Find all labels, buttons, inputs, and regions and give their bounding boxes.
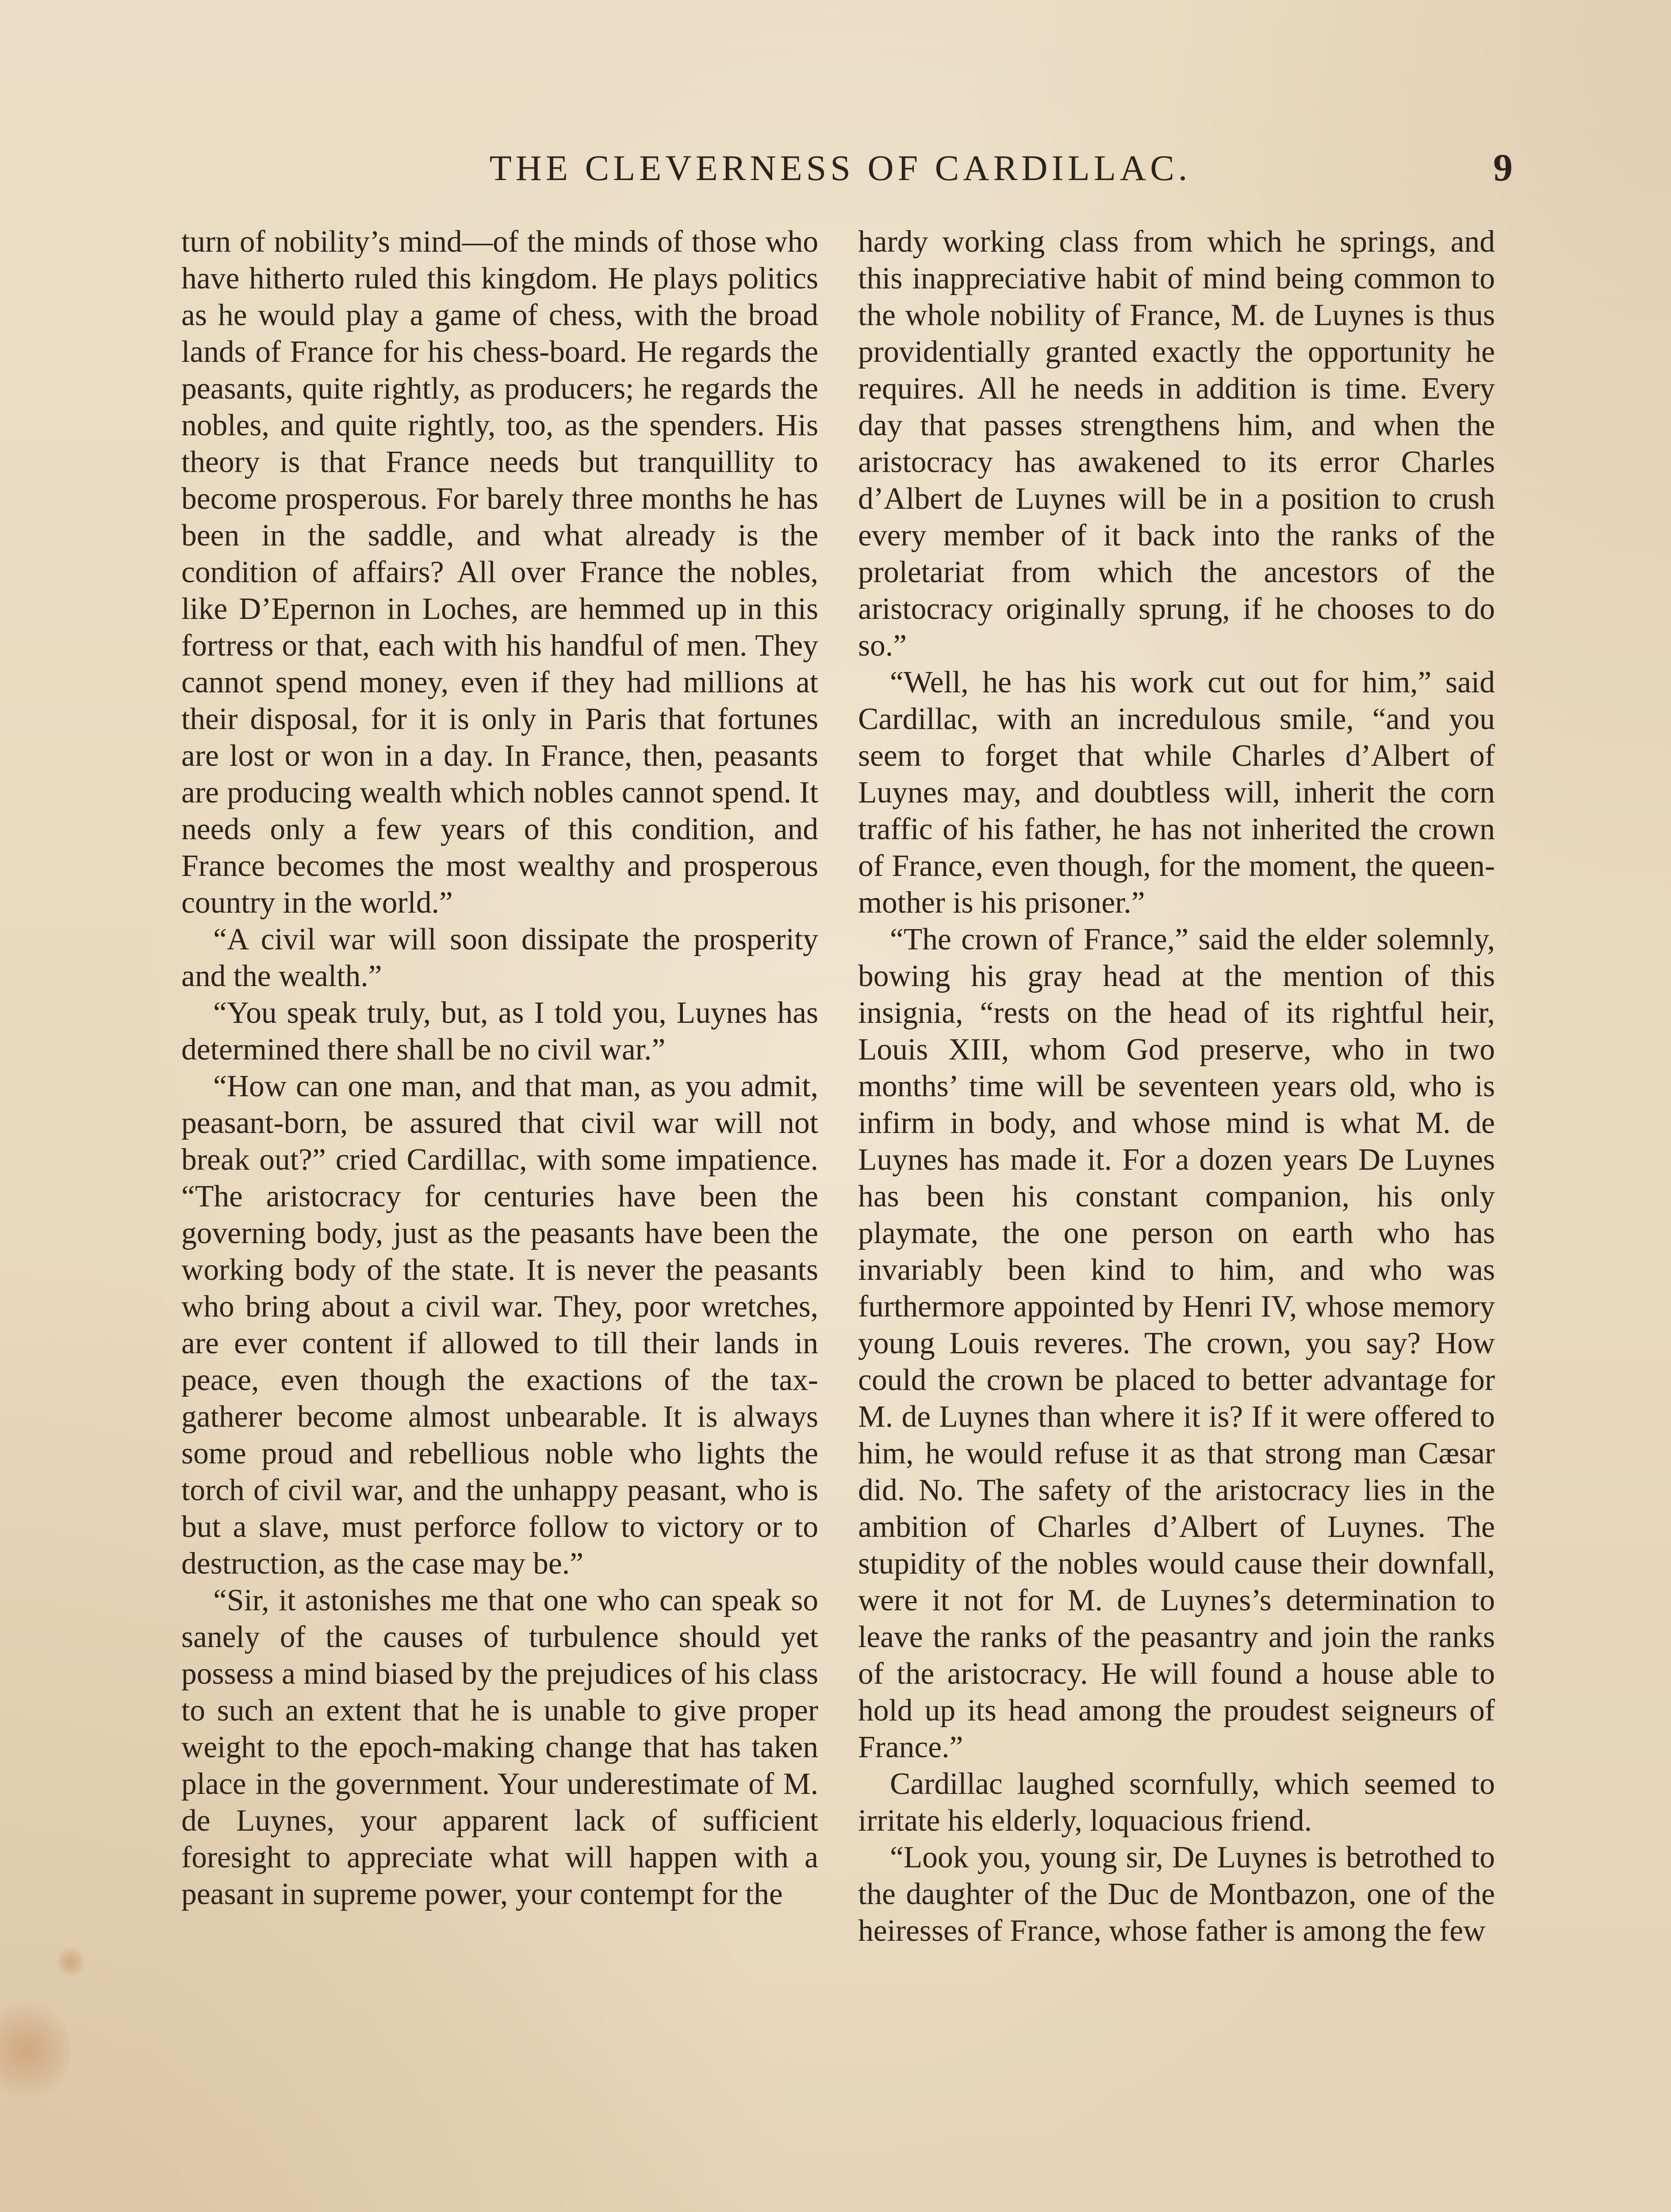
paragraph: turn of nobility’s mind—of the minds of those who have hitherto ruled this kingdom. He plays politics as he would play a game of chess, with the broad lands of France for his chess-board. He regards the peasants, quite rightly, as producers; he regards the nobles, and quite rightly, too, as the spenders. His theory is that France needs but tranquillity to become prosperous. For barely three months he has been in the saddle, and what already is the condition of affairs? All over France the nobles, like D’Epernon in Loches, are hemmed up in this fortress or that, each with his handful of men. They cannot spend money, even if they had millions at their disposal, for it is only in Paris that fortunes are lost or won in a day. In France, then, peasants are producing wealth which nobles cannot spend. It needs only a few years of this condition, and France becomes the most wealthy and prosperous country in the world.” <box>181 225 818 920</box>
text-column-right <box>858 223 1495 1949</box>
running-head: THE CLEVERNESS OF CARDILLAC. <box>489 148 1192 188</box>
foxing-stain <box>57 1947 84 1978</box>
foxing-stain <box>0 2000 71 2101</box>
paragraph: Cardillac laughed scornfully, which seemed to irritate his elderly, loquacious friend. <box>858 1767 1495 1838</box>
paragraph: “A civil war will soon dissipate the prosperity and the wealth.” <box>181 922 818 993</box>
paragraph: “Well, he has his work cut out for him,” said Cardillac, with an incredulous smile, “and you seem to forget that while Charles d’Albert of Luynes may, and doubtless will, inherit the corn traffic of his father, he has not inherited the crown of France, even though, for the moment, the queen-mother is his prisoner.” <box>858 665 1495 920</box>
paragraph: “How can one man, and that man, as you admit, peasant-born, be assured that civil war will not break out?” cried Cardillac, with some impatience. “The aristocracy for centuries have been the governing body, just as the peasants have been the working body of the state. It is never the peasants who bring about a civil war. They, poor wretches, are ever content if allowed to till their lands in peace, even though the exactions of the tax-gatherer become almost unbearable. It is always some proud and rebellious noble who lights the torch of civil war, and the unhappy peasant, who is but a slave, must perforce follow to victory or to destruction, as the case may be.” <box>181 1069 818 1581</box>
page-header <box>186 142 1513 195</box>
paragraph: hardy working class from which he springs, and this inappreciative habit of mind being common to the whole nobility of France, M. de Luynes is thus providentially granted exactly the opportunity he requires. All he needs in addition is time. Every day that passes strengthens him, and when the aristocracy has awakened to its error Charles d’Albert de Luynes will be in a position to crush every member of it back into the ranks of the proletariat from which the ancestors of the aristocracy originally sprung, if he chooses to do so.” <box>858 225 1495 663</box>
paragraph: “You speak truly, but, as I told you, Luynes has determined there shall be no civil war.” <box>181 996 818 1067</box>
paragraph: “Sir, it astonishes me that one who can speak so sanely of the causes of turbulence should yet possess a mind biased by the prejudices of his class to such an extent that he is unable to give proper weight to the epoch-making change that has taken place in the government. Your underestimate of M. de Luynes, your apparent lack of sufficient foresight to appreciate what will happen with a peasant in supreme power, your contempt for the <box>181 1583 818 1911</box>
text-column-left <box>181 223 818 1912</box>
page-number: 9 <box>1493 146 1513 189</box>
paragraph: “Look you, young sir, De Luynes is betrothed to the daughter of the Duc de Montbazon, one of the heiresses of France, whose father is among the few <box>858 1840 1495 1948</box>
paragraph: “The crown of France,” said the elder solemnly, bowing his gray head at the mention of this insignia, “rests on the head of its rightful heir, Louis XIII, whom God preserve, who in two months’ time will be seventeen years old, who is infirm in body, and whose mind is what M. de Luynes has made it. For a dozen years De Luynes has been his constant companion, his only playmate, the one person on earth who has invariably been kind to him, and who was furthermore appointed by Henri IV, whose memory young Louis reveres. The crown, you say? How could the crown be placed to better advantage for M. de Luynes than where it is? If it were offered to him, he would refuse it as that strong man Cæsar did. No. The safety of the aristocracy lies in the ambition of Charles d’Albert of Luynes. The stupidity of the nobles would cause their downfall, were it not for M. de Luynes’s determination to leave the ranks of the peasantry and join the ranks of the aristocracy. He will found a house able to hold up its head among the proudest seigneurs of France.” <box>858 922 1495 1764</box>
